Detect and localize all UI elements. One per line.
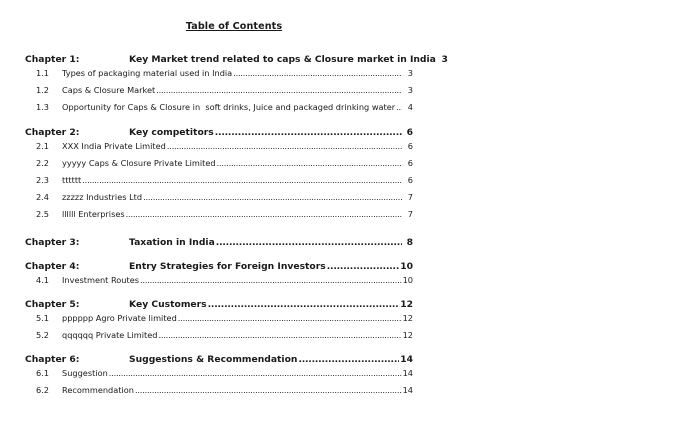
dot-leader <box>126 209 402 219</box>
section-number: 1.2 <box>36 85 50 96</box>
chapter-label: Chapter 4: <box>25 260 80 272</box>
dot-leader <box>216 237 402 248</box>
page-number: 7 <box>407 209 413 220</box>
section-number: 4.1 <box>36 274 50 285</box>
chapter-title: Taxation in India <box>129 236 215 248</box>
page-number: 6 <box>407 140 413 151</box>
chapter-title: Key Customers <box>129 298 207 310</box>
chapter-label: Chapter 3: <box>25 236 80 248</box>
page-number: 4 <box>407 102 413 113</box>
section-title: Caps & Closure Market <box>62 85 156 96</box>
page-number: 14 <box>402 385 413 396</box>
page-number: 14 <box>402 368 413 379</box>
section-title: Opportunity for Caps & Closure in soft drinks, Juice and packaged drinking water <box>62 102 396 113</box>
section-title: Investment Routes <box>62 274 140 285</box>
dot-leader <box>140 275 402 285</box>
table-of-contents <box>25 54 448 402</box>
section-5-1-entry[interactable] <box>25 313 413 330</box>
section-2-2-entry[interactable] <box>25 158 413 175</box>
dot-leader <box>233 68 402 78</box>
section-title: XXX India Private Limited <box>62 140 166 151</box>
section-title: zzzzz Industries Ltd <box>62 192 143 203</box>
section-number: 1.3 <box>36 102 50 113</box>
section-number: 2.1 <box>36 140 50 151</box>
page-number: 3 <box>407 85 413 96</box>
section-title: Recommendation <box>62 385 134 396</box>
dot-leader <box>158 330 401 340</box>
section-title: Suggestion <box>62 368 108 379</box>
page-number: 6 <box>407 174 413 185</box>
section-title: tttttt <box>62 174 82 185</box>
chapter-2-entry[interactable] <box>25 127 413 141</box>
section-4-1-entry[interactable] <box>25 275 413 292</box>
page-number: 10 <box>402 274 413 285</box>
page-number: 3 <box>407 68 413 78</box>
chapter-title: Suggestions & Recommendation <box>129 354 298 366</box>
toc-title: Table of Contents <box>185 21 283 32</box>
chapter-title: Entry Strategies for Foreign Investors <box>129 260 326 272</box>
section-number: 6.1 <box>36 368 50 379</box>
section-1-2-entry[interactable] <box>25 85 413 102</box>
dot-leader <box>217 158 402 168</box>
section-1-3-entry[interactable] <box>25 102 413 119</box>
page-number: 8 <box>406 236 413 248</box>
chapter-3-entry[interactable] <box>25 237 413 251</box>
section-1-1-entry[interactable] <box>25 68 413 85</box>
section-title: qqqqqq Private Limited <box>62 329 158 340</box>
chapter-title: Key Market trend related to caps & Closure market in India <box>129 54 436 65</box>
chapter-6-entry[interactable] <box>25 354 413 368</box>
dot-leader <box>208 299 400 310</box>
section-title: llllll Enterprises <box>62 209 125 220</box>
dot-leader <box>215 127 402 138</box>
section-number: 5.2 <box>36 329 50 340</box>
section-title: Types of packaging material used in India <box>62 68 233 78</box>
dot-leader <box>135 385 402 395</box>
dot-leader <box>178 313 402 323</box>
dot-leader <box>167 141 402 151</box>
page-number: 6 <box>407 157 413 168</box>
section-title: pppppp Agro Private limited <box>62 312 177 323</box>
page-number: 14 <box>400 354 413 366</box>
section-6-2-entry[interactable] <box>25 385 413 402</box>
section-number: 5.1 <box>36 312 50 323</box>
chapter-5-entry[interactable] <box>25 299 413 313</box>
section-number: 2.4 <box>36 192 50 203</box>
page-number: 12 <box>402 329 413 340</box>
chapter-title: Key competitors <box>129 126 214 138</box>
dot-leader <box>298 354 399 365</box>
page-number: 6 <box>406 126 413 138</box>
dot-leader <box>396 102 402 112</box>
dot-leader <box>82 175 402 185</box>
dot-leader <box>109 368 402 378</box>
chapter-label: Chapter 6: <box>25 354 80 366</box>
section-number: 2.5 <box>36 209 50 220</box>
chapter-1-entry[interactable] <box>25 54 448 68</box>
page-number: 12 <box>402 312 413 323</box>
section-2-3-entry[interactable] <box>25 175 413 192</box>
dot-leader <box>143 192 402 202</box>
chapter-4-entry[interactable] <box>25 261 413 275</box>
page-number: 12 <box>400 298 413 310</box>
section-title: yyyyy Caps & Closure Private Limited <box>62 157 216 168</box>
section-2-4-entry[interactable] <box>25 192 413 209</box>
section-6-1-entry[interactable] <box>25 368 413 385</box>
dot-leader <box>156 85 402 95</box>
section-number: 1.1 <box>36 68 50 78</box>
section-number: 2.3 <box>36 174 50 185</box>
section-number: 2.2 <box>36 157 50 168</box>
dot-leader <box>327 261 399 272</box>
section-number: 6.2 <box>36 385 50 396</box>
section-2-1-entry[interactable] <box>25 141 413 158</box>
chapter-label: Chapter 5: <box>25 298 80 310</box>
chapter-label: Chapter 2: <box>25 126 80 138</box>
page-number: 10 <box>400 260 413 272</box>
chapter-label: Chapter 1: <box>25 54 80 65</box>
page-number: 3 <box>441 54 448 65</box>
page-number: 7 <box>407 192 413 203</box>
section-2-5-entry[interactable] <box>25 209 413 226</box>
section-5-2-entry[interactable] <box>25 330 413 347</box>
